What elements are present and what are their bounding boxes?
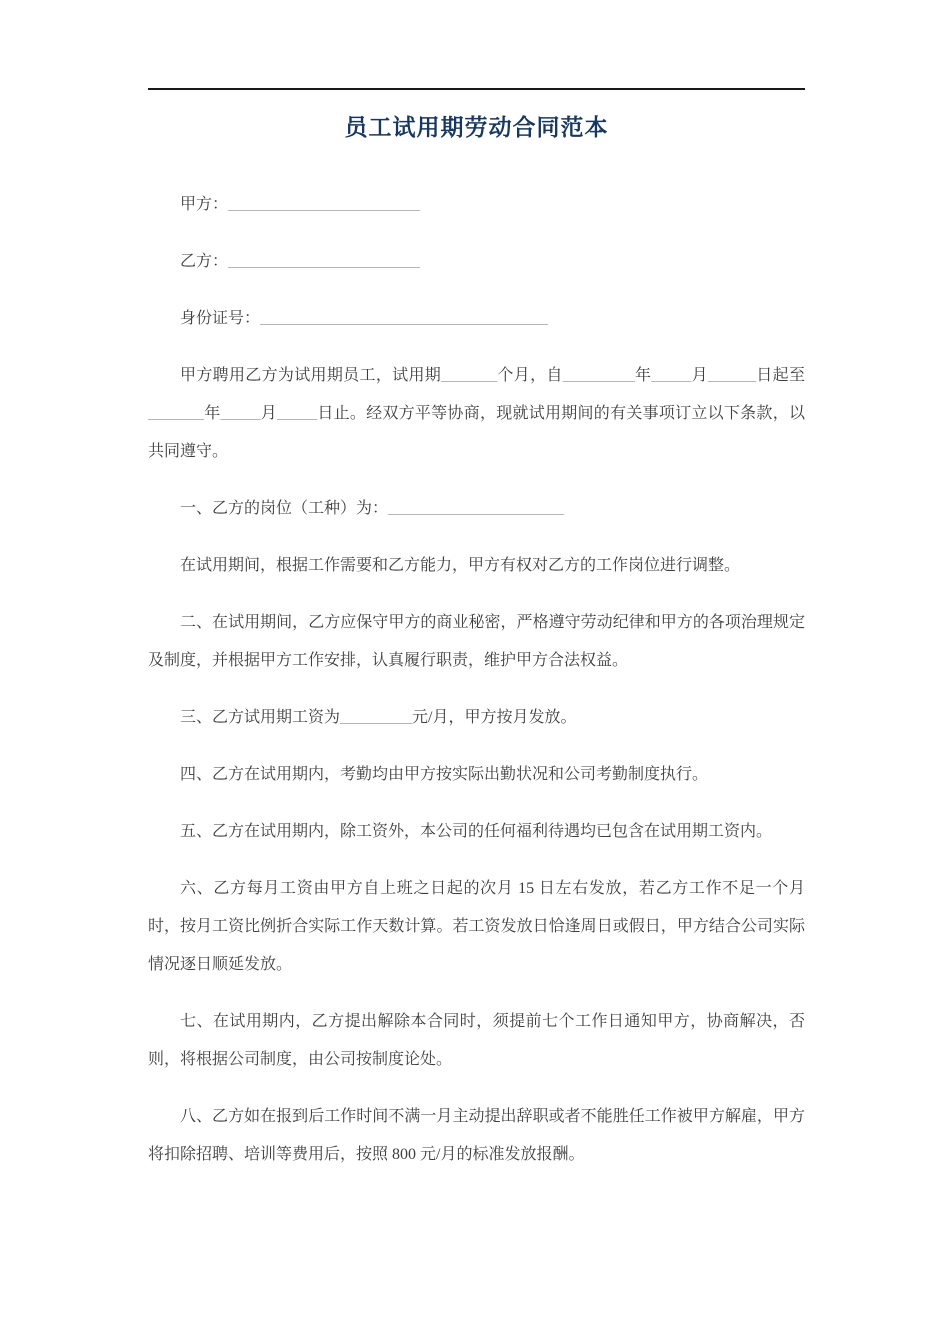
party-b-blank: ________________________ <box>228 253 421 271</box>
party-a-label: 甲方： <box>180 196 229 214</box>
clause-1-note: 在试用期间，根据工作需要和乙方能力，甲方有权对乙方的工作岗位进行调整。 <box>180 557 741 575</box>
document-title: 员工试用期劳动合同范本 <box>344 115 609 140</box>
id-number-blank: ____________________________________ <box>260 310 549 328</box>
clause-6: 六、乙方每月工资由甲方自上班之日起的次月 15 日左右发放，若乙方工作不足一个月时，按月工资比例折合实际工作天数计算。若工资发放日恰逢周日或假日，甲方结合公司实际情况逐日顺延发放。 <box>148 880 805 974</box>
blank-line: _____ <box>651 367 692 385</box>
blank-line: _____ <box>220 405 261 423</box>
party-b-line <box>148 243 805 281</box>
clause-2: 二、在试用期间，乙方应保守甲方的商业秘密，严格遵守劳动纪律和甲方的各项治理规定及制度，并根据甲方工作安排，认真履行职责，维护甲方合法权益。 <box>148 614 805 670</box>
clause-4: 四、乙方在试用期内，考勤均由甲方按实际出勤状况和公司考勤制度执行。 <box>180 766 709 784</box>
header-rule <box>148 88 805 90</box>
party-a-blank: ________________________ <box>228 196 421 214</box>
blank-line: _________ <box>562 367 635 385</box>
blank-line: ______ <box>707 367 756 385</box>
clause-3: 三、乙方试用期工资为_________元/月，甲方按月发放。 <box>180 709 577 727</box>
blank-line: _______ <box>441 367 498 385</box>
clause-5: 五、乙方在试用期内，除工资外，本公司的任何福利待遇均已包含在试用期工资内。 <box>180 823 773 841</box>
party-a-line <box>148 186 805 224</box>
party-b-label: 乙方： <box>180 253 229 271</box>
blank-line: _____ <box>277 405 318 423</box>
clause-8: 八、乙方如在报到后工作时间不满一月主动提出辞职或者不能胜任工作被甲方解雇，甲方将扣除招聘、培训等费用后，按照 800 元/月的标准发放报酬。 <box>148 1108 805 1164</box>
id-number-line <box>148 300 805 338</box>
blank-line: ______________________ <box>388 500 565 518</box>
blank-line: _________ <box>340 709 413 727</box>
id-number-label: 身份证号： <box>180 310 261 328</box>
blank-line: _______ <box>148 405 204 423</box>
clause-7: 七、在试用期内，乙方提出解除本合同时，须提前七个工作日通知甲方，协商解决，否则，将根据公司制度，由公司按制度论处。 <box>148 1013 805 1069</box>
clause-1: 一、乙方的岗位（工种）为：______________________ <box>180 500 565 518</box>
intro-paragraph: 甲方聘用乙方为试用期员工，试用期_______个月，自_________年_____月______日起至_______年_____月_____日止。经双方平等协商，现就试用期间的有关事项订立以下条款，以共同遵守。 <box>148 367 805 461</box>
